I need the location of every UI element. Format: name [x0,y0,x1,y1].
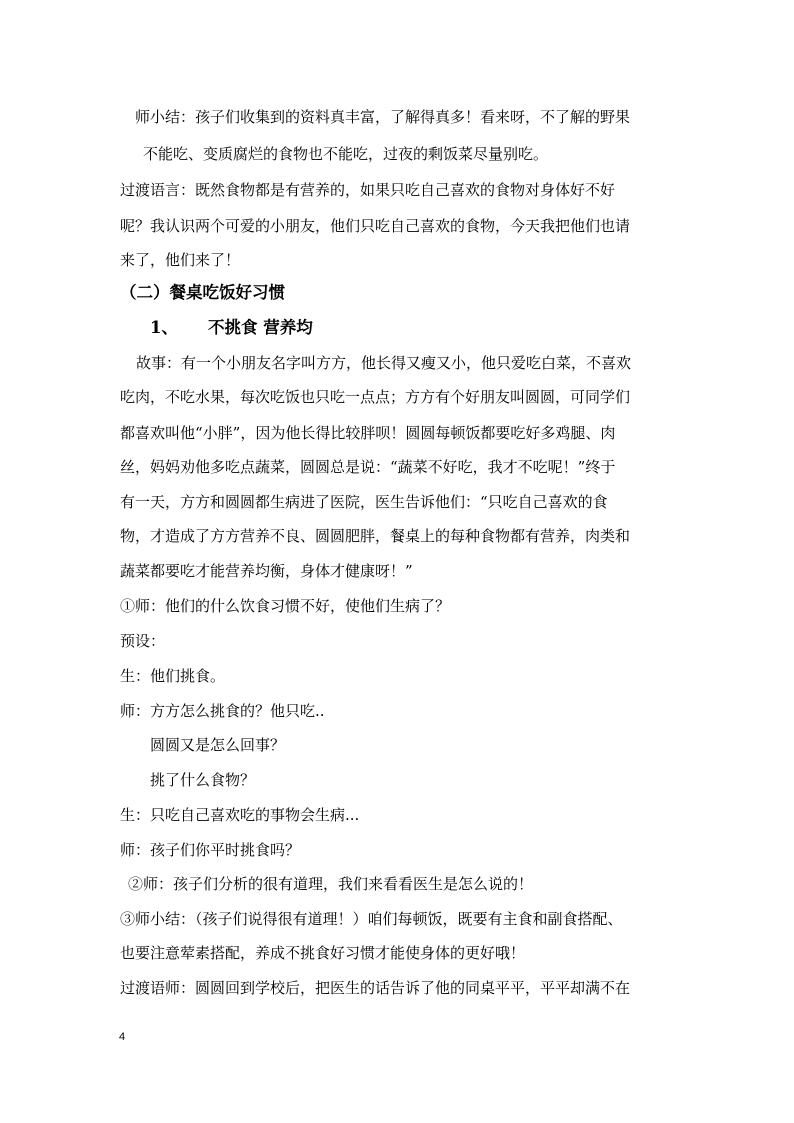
dialogue-line: ②师：孩子们分析的很有道理，我们来看看医生是怎么说的！ [128,875,534,893]
story-line: 都喜欢叫他“小胖”，因为他长得比较胖呗！圆圆每顿饭都要吃好多鸡腿、肉 [120,424,616,442]
story-line: 蔬菜都要吃才能营养均衡，身体才健康呀！” [120,562,413,580]
story-line: 吃肉，不吃水果，每次吃饭也只吃一点点；方方有个好朋友叫圆圆，可同学们 [120,388,631,406]
dialogue-line: 师：孩子们你平时挑食吗？ [120,841,301,859]
page-number: 4 [119,1031,126,1043]
paragraph-line: 不能吃、变质腐烂的食物也不能吃，过夜的剩饭菜尽量别吃。 [143,145,549,163]
subsection-title: 不挑食 营养均 [208,318,313,337]
dialogue-line: 预设： [120,632,166,650]
dialogue-line: ③师小结：（孩子们说得很有道理！）咱们每顿饭，既要有主食和副食搭配、 [120,910,623,928]
paragraph-line: 来了，他们来了！ [120,251,241,269]
paragraph-line: 师小结：孩子们收集到的资料真丰富，了解得真多！看来呀，不了解的野果 [135,108,631,126]
story-line: 有一天，方方和圆圆都生病进了医院，医生告诉他们：“只吃自己喜欢的食 [120,493,608,511]
dialogue-line: 挑了什么食物？ [150,771,256,789]
subsection-number: 1、 [150,318,178,337]
dialogue-line: 师：方方怎么挑食的？他只吃.. [120,702,325,720]
paragraph-line: 呢？我认识两个可爱的小朋友，他们只吃自己喜欢的食物，今天我把他们也请 [120,217,631,235]
dialogue-line: 圆圆又是怎么回事？ [150,736,286,754]
paragraph-line: 过渡语言：既然食物都是有营养的，如果只吃自己喜欢的食物对身体好不好 [120,181,616,199]
story-line: 丝，妈妈劝他多吃点蔬菜，圆圆总是说：“蔬菜不好吃，我才不吃呢！”终于 [120,458,616,476]
dialogue-line: ①师：他们的什么饮食习惯不好，使他们生病了？ [120,597,451,615]
story-line: 故事：有一个小朋友名字叫方方，他长得又瘦又小，他只爱吃白菜，不喜欢 [136,354,632,372]
story-line: 物，才造成了方方营养不良、圆圆肥胖，餐桌上的每种食物都有营养，肉类和 [120,527,631,545]
dialogue-line: 也要注意荤素搭配，养成不挑食好习惯才能使身体的更好哦！ [120,944,526,962]
dialogue-line: 过渡语师：圆圆回到学校后，把医生的话告诉了他的同桌平平，平平却满不在 [120,979,631,997]
section-heading: （二）餐桌吃饭好习惯 [120,283,285,302]
dialogue-line: 生：只吃自己喜欢吃的事物会生病... [120,806,360,824]
dialogue-line: 生：他们挑食。 [120,667,226,685]
subsection-heading [150,317,313,339]
